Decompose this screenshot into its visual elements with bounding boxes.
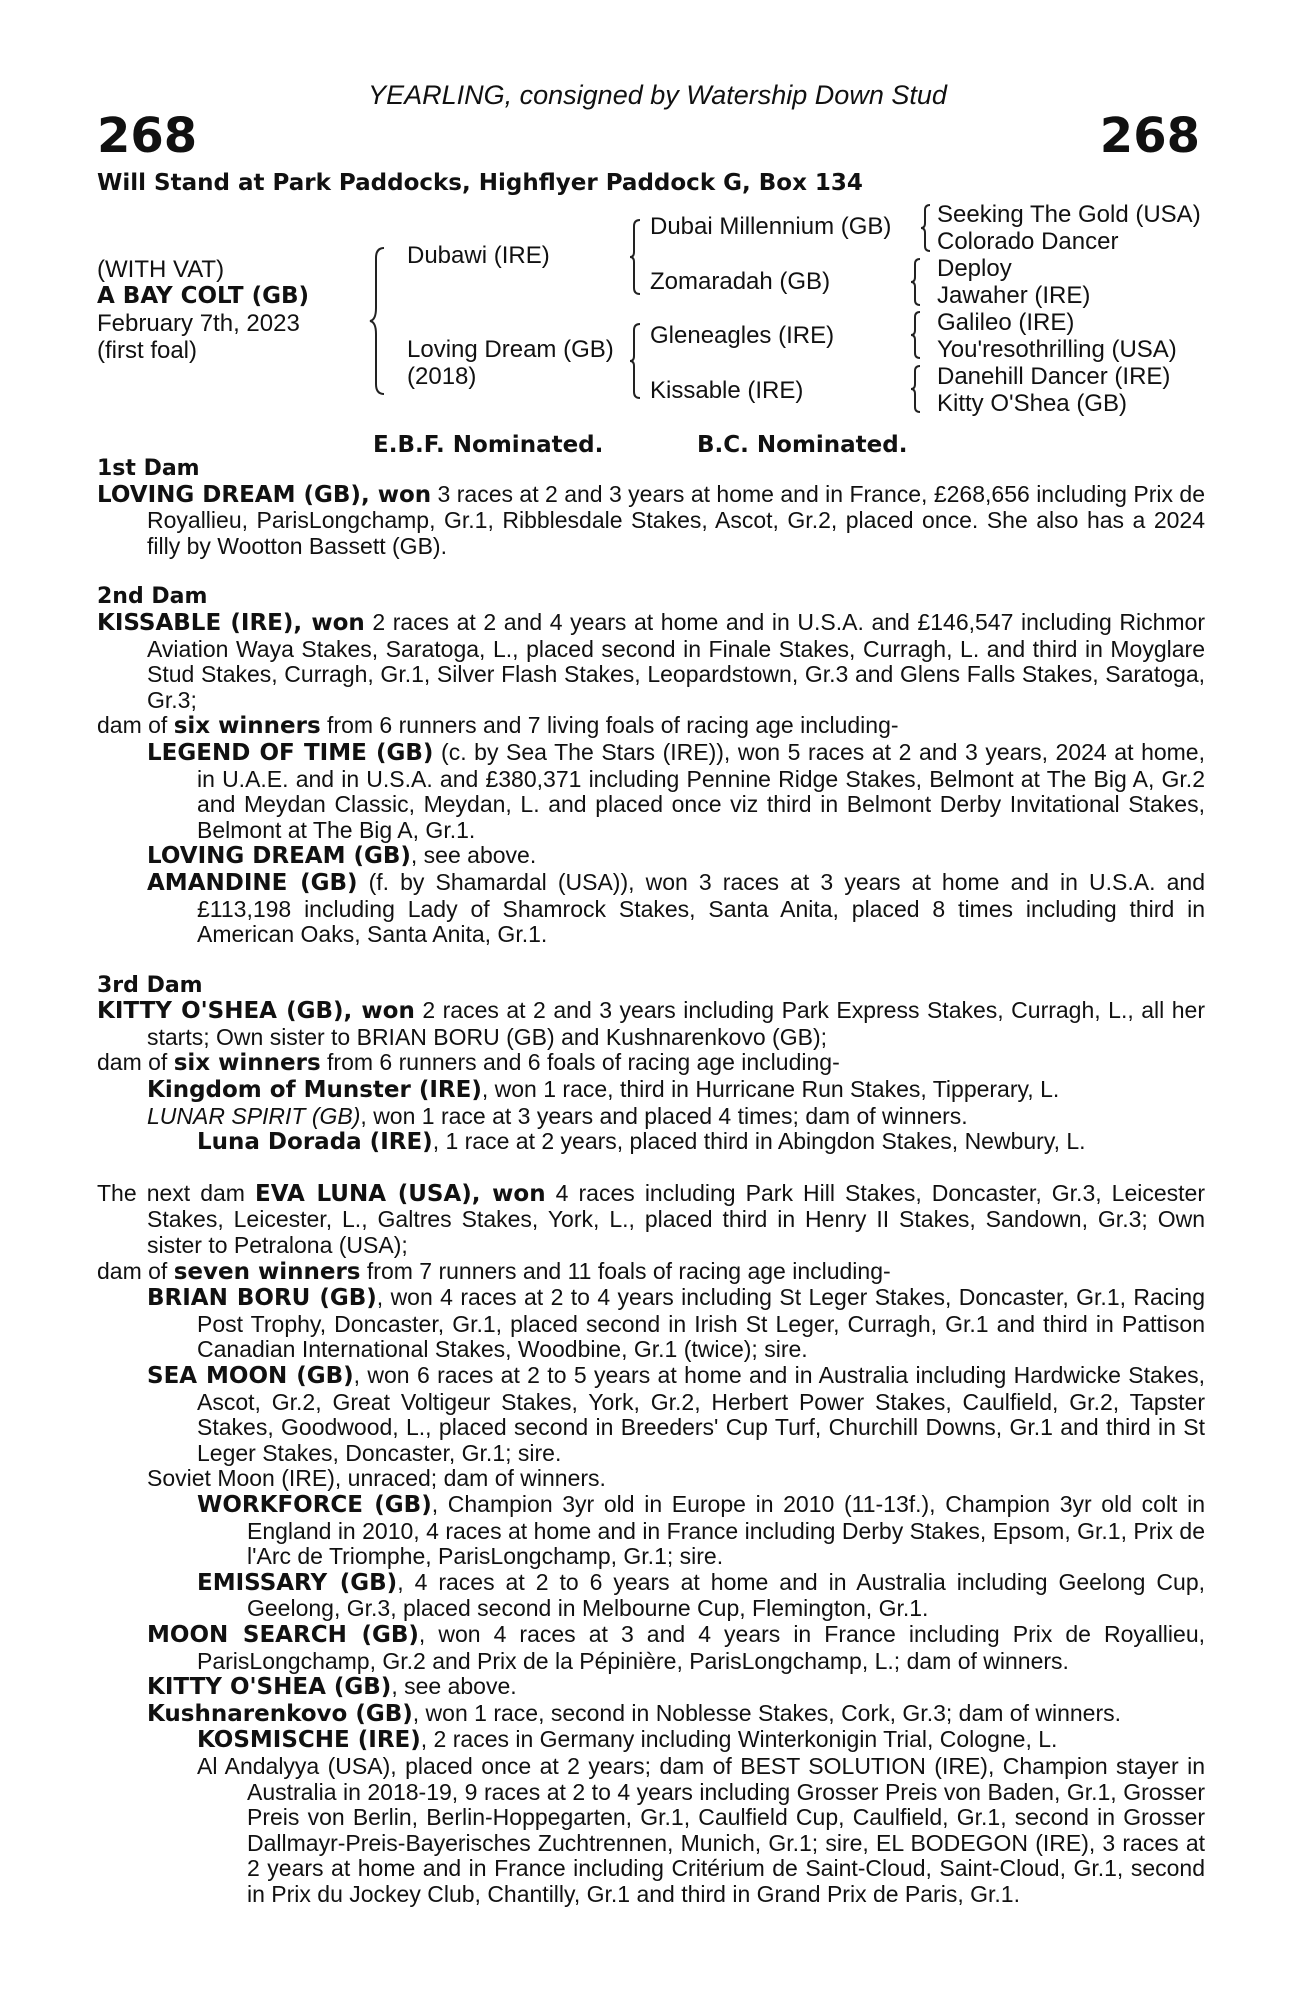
produce-entry <box>97 1727 1205 1754</box>
pedigree-brace-ss <box>920 203 932 253</box>
produce-text: Al Andalyya (USA), placed once at 2 years; dam of BEST SOLUTION (IRE), Champion stayer in Australia in 2018-19, 9 races at 2 to 4 years including Grosser Preis von Baden, Gr.1, Grosser Preis von Berlin, Berlin-Hoppegarten, Gr.1, Caulfield Cup, Caulfield, Gr.1, second in Grosser Dallmayr-Preis-Bayerisches Zuchtrennen, Munich, Gr.1; sire, EL BODEGON (IRE), 3 races at 2 years at home and in France including Critérium de Saint-Cloud, Saint-Cloud, Gr.1, second in Prix du Jockey Club, Chantilly, Gr.1 and third in Grand Prix de Paris, Gr.1. <box>197 1752 1205 1907</box>
dam-of-count: seven winners <box>173 1258 361 1285</box>
pedigree-sire: Dubawi (IRE) <box>407 242 550 269</box>
pedigree-brace-ds <box>910 310 922 360</box>
produce-entry <box>97 1754 1205 1908</box>
produce-text: (f. by Shamardal (USA)), won 3 races at 3 years at home and in U.S.A. and £113,198 including Lady of Shamrock Stakes, Santa Anita, placed 8 times including third in American Oaks, Santa Anita, Gr.1. <box>197 868 1205 948</box>
third-dam-heading: 3rd Dam <box>97 972 203 998</box>
produce-text: , see above. <box>391 1673 517 1700</box>
produce-text: , Champion 3yr old in Europe in 2010 (11-13f.), Champion 3yr old colt in England in 2010, 4 races at home and in France including Derby Stakes, Epsom, Gr.1, Prix de l'Arc de Triomphe, ParisLongchamp, Gr.1; sire. <box>247 1490 1206 1570</box>
produce-entry <box>97 1363 1205 1466</box>
third-dam-entry <box>97 998 1205 1050</box>
produce-text: , won 1 race at 3 years and placed 4 times; dam of winners. <box>360 1102 968 1129</box>
pedigree-sire-dam: Zomaradah (GB) <box>650 268 831 295</box>
produce-text: , 1 race at 2 years, placed third in Abingdon Stakes, Newbury, L. <box>432 1128 1086 1155</box>
dam-of-count: six winners <box>173 1050 321 1077</box>
pedigree-brace-sire <box>628 218 642 296</box>
third-dam-name: KITTY O'SHEA (GB), won <box>97 998 415 1025</box>
produce-name: LEGEND OF TIME (GB) <box>147 739 434 766</box>
dam-of-count: six winners <box>173 713 321 740</box>
pedigree-sire-sire: Dubai Millennium (GB) <box>650 213 892 240</box>
next-dam-text: 4 races including Park Hill Stakes, Doncaster, Gr.3, Leicester Stakes, Leicester, L., Galtres Stakes, York, L., placed third in Henry II Stakes, Sandown, Gr.3; Own sister to Petralona (USA); <box>147 1179 1206 1259</box>
pedigree-brace-dam <box>628 322 642 400</box>
pedigree-sdd: Jawaher (IRE) <box>937 282 1091 309</box>
subject-name: A BAY COLT (GB) <box>97 283 310 309</box>
stand-location: Will Stand at Park Paddocks, Highflyer Paddock G, Box 134 <box>97 170 863 196</box>
produce-text: , won 1 race, second in Noblesse Stakes, Cork, Gr.3; dam of winners. <box>412 1699 1121 1726</box>
dam-of-suffix: from 6 runners and 6 foals of racing age including- <box>320 1049 840 1076</box>
produce-entry <box>97 1701 1205 1728</box>
produce-entry <box>97 1077 1205 1104</box>
produce-entry <box>97 1570 1205 1622</box>
pedigree-dam-year: (2018) <box>407 363 477 390</box>
produce-text: , 4 races at 2 to 6 years at home and in Australia including Geelong Cup, Geelong, Gr.3, placed second in Melbourne Cup, Flemington, Gr.1. <box>247 1568 1206 1622</box>
produce-name: LOVING DREAM (GB) <box>147 843 411 870</box>
next-dam-entry <box>97 1181 1205 1259</box>
pedigree-dds: Danehill Dancer (IRE) <box>937 363 1171 390</box>
ebf-nominated: E.B.F. Nominated. <box>373 432 604 458</box>
dam-of-suffix: from 7 runners and 11 foals of racing age including- <box>360 1257 891 1284</box>
subject-note: (first foal) <box>97 337 198 364</box>
subject-vat: (WITH VAT) <box>97 256 225 283</box>
dam-of-suffix: from 6 runners and 7 living foals of racing age including- <box>320 712 899 739</box>
produce-text: , won 4 races at 2 to 4 years including St Leger Stakes, Doncaster, Gr.1, Racing Post Trophy, Doncaster, Gr.1, placed second in Irish St Leger, Curragh, Gr.1 and third in Pattison Canadian International Stakes, Woodbine, Gr.1 (twice); sire. <box>197 1284 1205 1363</box>
subject-foaled: February 7th, 2023 <box>97 310 300 337</box>
pedigree-dss: Galileo (IRE) <box>937 309 1075 336</box>
produce-entry <box>97 740 1205 843</box>
pedigree-dam: Loving Dream (GB) <box>407 336 614 363</box>
produce-entry <box>97 843 1205 870</box>
produce-entry <box>97 870 1205 948</box>
produce-text: (c. by Sea The Stars (IRE)), won 5 races at 2 and 3 years, 2024 at home, in U.A.E. and in U.S.A. and £380,371 including Pennine Ridge Stakes, Belmont at The Big A, Gr.2 and Meydan Classic, Meydan, L. and placed once viz third in Belmont Derby Invitational Stakes, Belmont at The Big A, Gr.1. <box>197 738 1205 843</box>
produce-entry <box>97 1285 1205 1363</box>
pedigree-ddd: Kitty O'Shea (GB) <box>937 390 1127 417</box>
second-dam-entry <box>97 610 1205 713</box>
produce-name: SEA MOON (GB) <box>147 1363 354 1389</box>
next-dam-intro: The next dam <box>97 1179 256 1206</box>
second-dam-dam-of <box>97 713 1205 740</box>
dam-of-prefix: dam of <box>97 1049 174 1076</box>
pedigree-dsd: You'resothrilling (USA) <box>937 336 1177 363</box>
produce-name: MOON SEARCH (GB) <box>147 1621 419 1648</box>
produce-name: LUNAR SPIRIT (GB) <box>147 1102 361 1129</box>
pedigree-brace-sd <box>910 257 922 307</box>
produce-name: Kushnarenkovo (GB) <box>147 1700 413 1727</box>
second-dam-name: KISSABLE (IRE), won <box>97 609 365 636</box>
produce-name: Luna Dorada (IRE) <box>197 1129 433 1156</box>
first-dam-heading: 1st Dam <box>97 456 200 481</box>
second-dam-text: 2 races at 2 and 4 years at home and in U.S.A. and £146,547 including Richmor Aviation Waya Stakes, Saratoga, L., placed second in Finale Stakes, Curragh, L. and third in Moyglare Stud Stakes, Curragh, Gr.1, Silver Flash Stakes, Leopardstown, Gr.3 and Glens Falls Stakes, Saratoga, Gr.3; <box>147 608 1205 713</box>
produce-entry <box>97 1104 1205 1130</box>
lot-number-left: 268 <box>97 108 198 164</box>
produce-text: , won 4 races at 3 and 4 years in France including Prix de Royallieu, ParisLongchamp, Gr.2 and Prix de la Pépinière, ParisLongchamp, L.; dam of winners. <box>197 1620 1206 1674</box>
catalogue-body <box>97 456 1205 1907</box>
pedigree-brace-large <box>368 246 388 396</box>
produce-name: EMISSARY (GB) <box>197 1569 398 1596</box>
pedigree-sds: Deploy <box>937 255 1012 282</box>
pedigree-brace-dd <box>910 364 922 414</box>
produce-name: WORKFORCE (GB) <box>197 1491 432 1518</box>
pedigree-dam-sire: Gleneagles (IRE) <box>650 322 835 349</box>
produce-text: Soviet Moon (IRE), unraced; dam of winners. <box>147 1465 606 1492</box>
produce-entry <box>97 1492 1205 1570</box>
dam-of-prefix: dam of <box>97 1257 174 1284</box>
lot-number-right: 268 <box>1099 108 1200 164</box>
produce-text: , won 1 race, third in Hurricane Run Stakes, Tipperary, L. <box>481 1076 1060 1103</box>
next-dam-name: EVA LUNA (USA), won <box>255 1180 546 1207</box>
pedigree-dam-dam: Kissable (IRE) <box>650 377 804 404</box>
first-dam-name: LOVING DREAM (GB), won <box>97 481 432 508</box>
produce-text: , won 6 races at 2 to 5 years at home and in Australia including Hardwicke Stakes, Ascot, Gr.2, Great Voltigeur Stakes, York, Gr.2, Herbert Power Stakes, Caulfield, Gr.2, Tapster Stakes, Goodwood, L., placed second in Breeders' Cup Turf, Churchill Downs, Gr.1 and third in St Leger Stakes, Doncaster, Gr.1; sire. <box>197 1362 1206 1466</box>
third-dam-text: 2 races at 2 and 3 years including Park Express Stakes, Curragh, L., all her starts; Own sister to BRIAN BORU (GB) and Kushnarenkovo (GB); <box>147 997 1205 1050</box>
produce-entry <box>97 1129 1205 1156</box>
first-dam-entry <box>97 482 1205 560</box>
produce-entry <box>97 1466 1205 1492</box>
produce-name: Kingdom of Munster (IRE) <box>147 1077 482 1104</box>
produce-name: BRIAN BORU (GB) <box>147 1285 377 1312</box>
produce-name: KOSMISCHE (IRE) <box>197 1727 421 1754</box>
dam-of-prefix: dam of <box>97 712 174 739</box>
produce-name: AMANDINE (GB) <box>147 869 358 896</box>
third-dam-dam-of <box>97 1050 1205 1077</box>
produce-entry <box>97 1622 1205 1674</box>
pedigree-sss: Seeking The Gold (USA) <box>937 201 1201 228</box>
produce-text: , 2 races in Germany including Winterkonigin Trial, Cologne, L. <box>420 1726 1058 1753</box>
page-subtitle: YEARLING, consigned by Watership Down Stud <box>368 80 947 110</box>
first-dam-text: 3 races at 2 and 3 years at home and in France, £268,656 including Prix de Royallieu, ParisLongchamp, Gr.1, Ribblesdale Stakes, Ascot, Gr.2, placed once. She also has a 2024 filly by Wootton Bassett (GB). <box>147 480 1205 559</box>
produce-name: KITTY O'SHEA (GB) <box>147 1674 392 1701</box>
second-dam-heading: 2nd Dam <box>97 584 208 610</box>
bc-nominated: B.C. Nominated. <box>697 432 908 458</box>
produce-entry <box>97 1674 1205 1701</box>
next-dam-dam-of <box>97 1259 1205 1286</box>
produce-text: , see above. <box>410 842 537 869</box>
pedigree-ssd: Colorado Dancer <box>937 228 1119 255</box>
